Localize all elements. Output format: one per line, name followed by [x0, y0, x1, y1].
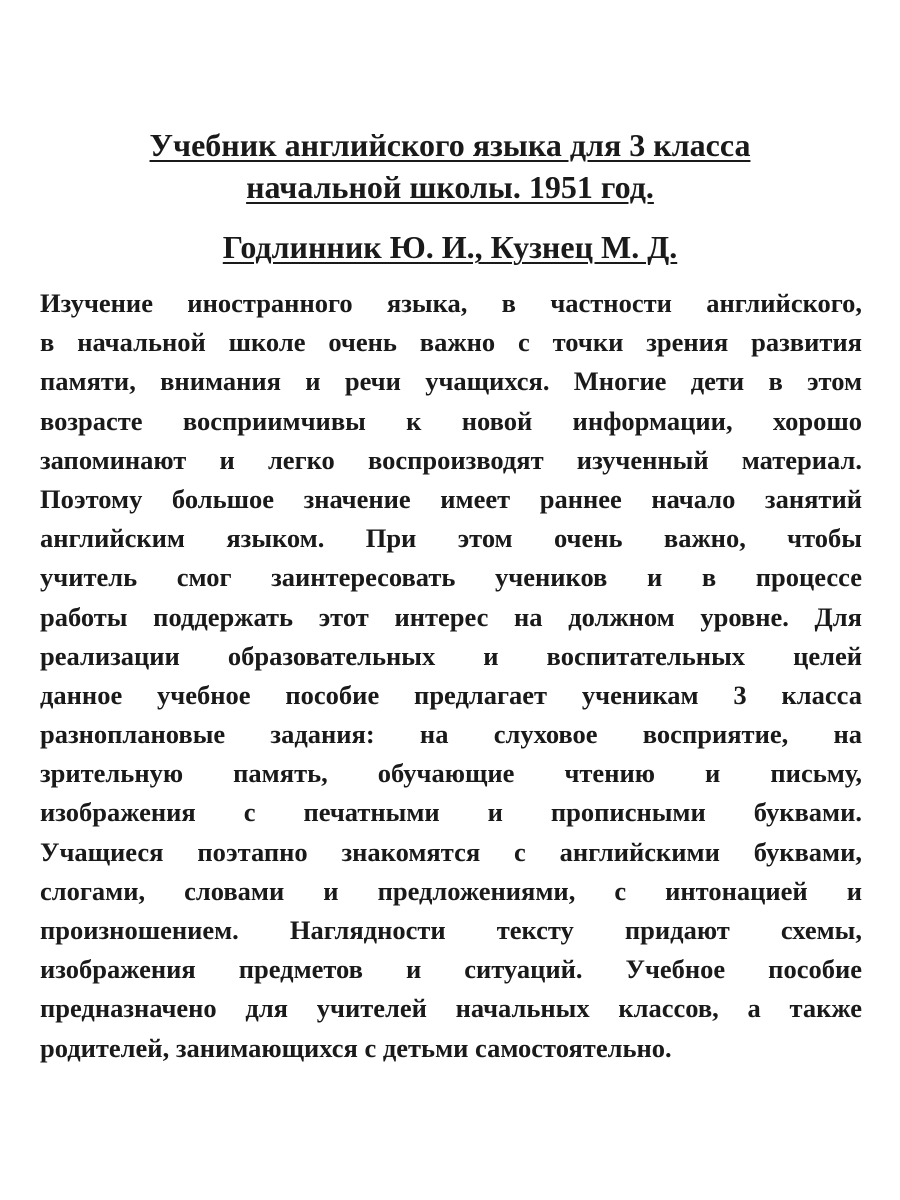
- body-line: Учащиеся поэтапно знакомятся с английскими буквами,: [40, 836, 862, 867]
- body-line: возрасте восприимчивы к новой информации, хорошо: [40, 405, 862, 436]
- body-line: родителей, занимающихся с детьми самостоятельно.: [40, 1032, 672, 1063]
- body-line: памяти, внимания и речи учащихся. Многие дети в этом: [40, 366, 862, 397]
- body-line: Изучение иностранного языка, в частности английского,: [40, 288, 862, 318]
- body-line: изображения предметов и ситуаций. Учебное пособие: [40, 954, 862, 985]
- body-line: произношением. Наглядности тексту придают схемы,: [40, 915, 862, 945]
- body-line: в начальной школе очень важно с точки зрения развития: [40, 327, 862, 358]
- body-line: учитель смог заинтересовать учеников и в процессе: [40, 562, 862, 593]
- body-line: реализации образовательных и воспитательных целей: [40, 640, 862, 671]
- body-line: слогами, словами и предложениями, с интонацией и: [40, 875, 862, 906]
- title-line: Учебник английского языка для 3 класса: [149, 127, 751, 163]
- body-line: работы поддержать этот интерес на должном уровне. Для: [40, 601, 862, 632]
- body-paragraph: [40, 284, 862, 1068]
- body-line: разноплановые задания: на слуховое восприятие, на: [40, 719, 862, 750]
- body-line: предназначено для учителей начальных классов, а также: [40, 993, 862, 1024]
- document-authors: Годлинник Ю. И., Кузнец М. Д.: [222, 229, 678, 265]
- body-line: Поэтому большое значение имеет раннее начало занятий: [40, 483, 862, 514]
- title-line: начальной школы. 1951 год.: [246, 169, 654, 205]
- body-line: запоминают и легко воспроизводят изученный материал.: [40, 444, 862, 475]
- body-line: данное учебное пособие предлагает ученикам 3 класса: [40, 679, 862, 710]
- body-line: английским языком. При этом очень важно, чтобы: [40, 523, 862, 554]
- body-line: изображения с печатными и прописными буквами.: [40, 797, 862, 828]
- document-title: [0, 124, 900, 208]
- body-line: зрительную память, обучающие чтению и письму,: [40, 758, 862, 789]
